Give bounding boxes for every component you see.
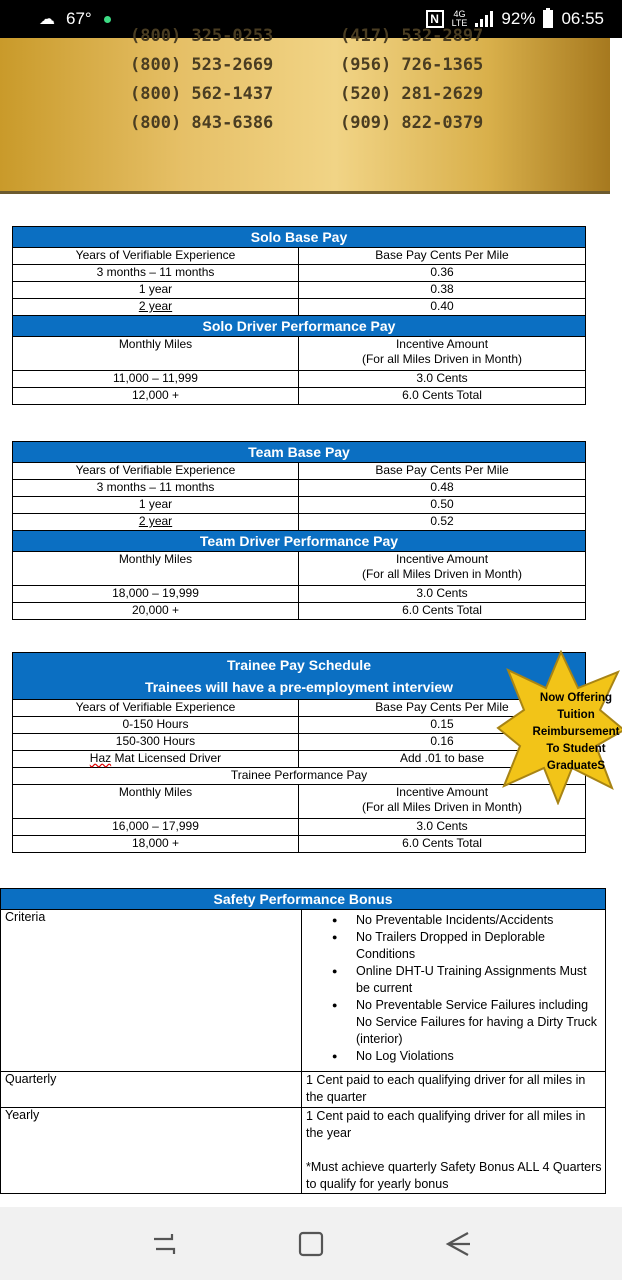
experience-text: 2 year (138, 299, 173, 313)
criteria-item: ● Online DHT-U Training Assignments Must be current (334, 963, 599, 997)
amount-cell: 3.0 Cents (299, 586, 586, 603)
pay-cell: 0.52 (299, 514, 586, 531)
experience-text: 2 year (138, 514, 173, 528)
column-header-line: (For all Miles Driven in Month) (361, 352, 523, 366)
pay-cell: 0.50 (299, 497, 586, 514)
column-header: Years of Verifiable Experience (13, 700, 299, 717)
criteria-item: ● No Preventable Incidents/Accidents (334, 912, 599, 929)
amount-cell: 6.0 Cents Total (299, 836, 586, 853)
experience-cell: 0-150 Hours (13, 717, 299, 734)
recents-icon (150, 1231, 178, 1257)
miles-cell: 12,000 + (13, 388, 299, 405)
criteria-item: ● No Preventable Service Failures including No Service Failures for having a Dirty Truck (interior) (334, 997, 599, 1048)
recents-button[interactable] (144, 1224, 184, 1264)
criteria-label: Criteria (1, 910, 302, 1072)
clock: 06:55 (561, 9, 604, 28)
phone-list (130, 26, 550, 142)
hazmat-text: Mat Licensed Driver (111, 751, 222, 765)
pay-cell: 0.15 (299, 717, 586, 734)
phone-row (130, 55, 550, 84)
phone-number: (956) 726-1365 (340, 55, 484, 75)
pay-cell: 0.36 (299, 265, 586, 282)
pay-cell: 0.48 (299, 480, 586, 497)
callout-line: To Student (546, 743, 606, 755)
pay-cell: 0.40 (299, 299, 586, 316)
column-header-line: Incentive Amount (395, 785, 489, 799)
experience-cell: 3 months – 11 months (13, 480, 299, 497)
column-header (299, 337, 586, 371)
experience-cell: 1 year (13, 282, 299, 299)
column-header: Monthly Miles (13, 552, 299, 586)
yearly-label: Yearly (1, 1108, 302, 1194)
phone-number: (909) 822-0379 (340, 113, 484, 133)
phone-row (130, 113, 550, 142)
column-header: Base Pay Cents Per Mile (299, 248, 586, 265)
column-header: Monthly Miles (13, 337, 299, 371)
phone-banner (0, 26, 610, 194)
phone-number: (417) 532-2897 (340, 26, 484, 46)
trainee-performance-title: Trainee Performance Pay (13, 768, 586, 785)
column-header-line: (For all Miles Driven in Month) (361, 567, 523, 581)
navigation-bar (0, 1207, 622, 1280)
temperature: 67° (66, 9, 92, 28)
pay-cell: 0.38 (299, 282, 586, 299)
column-header-line: (For all Miles Driven in Month) (361, 800, 523, 814)
trainee-subtitle-line: Trainees will have a pre-employment interview (144, 679, 454, 695)
callout-line: Reimbursement (532, 726, 620, 738)
criteria-list-cell (302, 910, 606, 1072)
criteria-item: ● No Log Violations (334, 1048, 599, 1065)
solo-base-pay-title: Solo Base Pay (13, 227, 586, 248)
phone-number: (520) 281-2629 (340, 84, 484, 104)
pay-cell: Add .01 to base (299, 751, 586, 768)
amount-cell: 6.0 Cents Total (299, 388, 586, 405)
amount-cell: 3.0 Cents (299, 819, 586, 836)
miles-cell: 11,000 – 11,999 (13, 371, 299, 388)
amount-cell: 3.0 Cents (299, 371, 586, 388)
experience-cell: 1 year (13, 497, 299, 514)
battery-percent: 92% (501, 9, 536, 28)
signal-icon (475, 11, 493, 27)
experience-cell (13, 751, 299, 768)
phone-row (130, 84, 550, 113)
trainee-title-line: Trainee Pay Schedule (227, 657, 371, 673)
miles-cell: 16,000 – 17,999 (13, 819, 299, 836)
column-header-line: Incentive Amount (395, 337, 489, 351)
nfc-icon: N (426, 10, 444, 28)
callout-line: Tuition (557, 709, 595, 721)
weather-icon: ☁ (39, 11, 55, 28)
team-performance-title: Team Driver Performance Pay (13, 531, 586, 552)
phone-number: (800) 562-1437 (130, 84, 274, 104)
callout-line: GraduateS (546, 760, 606, 772)
tuition-callout-text (528, 690, 622, 775)
yearly-note: *Must achieve quarterly Safety Bonus ALL 4 Quarters to qualify for yearly bonus (306, 1160, 602, 1191)
quarterly-text: 1 Cent paid to each qualifying driver for all miles in the quarter (302, 1072, 606, 1108)
amount-cell: 6.0 Cents Total (299, 603, 586, 620)
safety-bonus-table (0, 888, 606, 1194)
phone-number: (800) 325-0253 (130, 26, 274, 46)
miles-cell: 18,000 – 19,999 (13, 586, 299, 603)
experience-cell (13, 299, 299, 316)
home-button[interactable] (291, 1224, 331, 1264)
quarterly-label: Quarterly (1, 1072, 302, 1108)
criteria-list (304, 910, 603, 1067)
experience-cell: 3 months – 11 months (13, 265, 299, 282)
column-header: Years of Verifiable Experience (13, 463, 299, 480)
column-header: Base Pay Cents Per Mile (299, 463, 586, 480)
miles-cell: 18,000 + (13, 836, 299, 853)
lte-icon: 4G LTE (451, 9, 468, 28)
notification-dot-icon (104, 16, 111, 23)
miles-cell: 20,000 + (13, 603, 299, 620)
phone-number: (800) 843-6386 (130, 113, 274, 133)
column-header: Base Pay Cents Per Mile (299, 700, 586, 717)
column-header-line: Incentive Amount (395, 552, 489, 566)
back-button[interactable] (438, 1224, 478, 1264)
column-header (299, 552, 586, 586)
back-icon (444, 1231, 472, 1257)
team-base-pay-title: Team Base Pay (13, 442, 586, 463)
callout-line: Now Offering (539, 692, 613, 704)
team-pay-table (12, 441, 586, 620)
home-icon (297, 1230, 325, 1258)
column-header: Monthly Miles (13, 785, 299, 819)
yearly-cell (302, 1108, 606, 1194)
hazmat-spellcheck-word: Haz (89, 751, 112, 765)
experience-cell (13, 514, 299, 531)
column-header: Years of Verifiable Experience (13, 248, 299, 265)
yearly-text: 1 Cent paid to each qualifying driver for all miles in the year (306, 1109, 586, 1140)
safety-bonus-title: Safety Performance Bonus (1, 889, 606, 910)
pay-cell: 0.16 (299, 734, 586, 751)
criteria-item: ● No Trailers Dropped in Deplorable Conditions (334, 929, 599, 963)
solo-performance-title: Solo Driver Performance Pay (13, 316, 586, 337)
phone-row (130, 26, 550, 55)
experience-cell: 150-300 Hours (13, 734, 299, 751)
phone-number: (800) 523-2669 (130, 55, 274, 75)
solo-pay-table (12, 226, 586, 405)
